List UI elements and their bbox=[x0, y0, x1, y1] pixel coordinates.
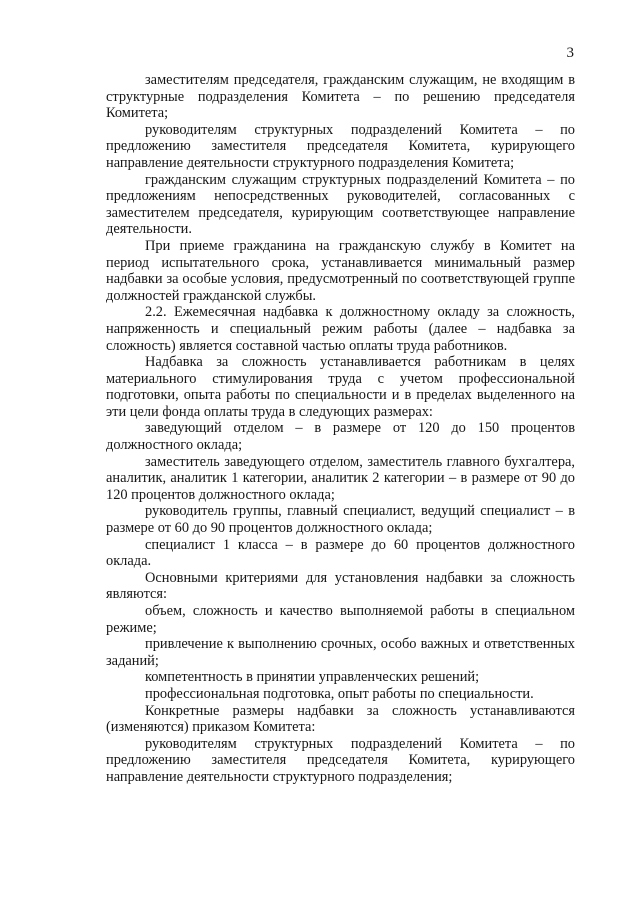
paragraph: руководителям структурных подразделений Комитета – по предложению заместителя председателя Комитета, курирующего направление деятельности структурного подразделения Комитета; bbox=[106, 121, 575, 171]
page-number: 3 bbox=[566, 45, 574, 61]
paragraph: объем, сложность и качество выполняемой работы в специальном режиме; bbox=[106, 603, 575, 636]
paragraph: руководитель группы, главный специалист, ведущий специалист – в размере от 60 до 90 процентов должностного оклада; bbox=[106, 503, 575, 537]
paragraph: компетентность в принятии управленческих решений; bbox=[145, 669, 480, 686]
document-body bbox=[106, 72, 575, 786]
paragraph: заместитель заведующего отделом, заместитель главного бухгалтера, аналитик, аналитик 1 категории, аналитик 2 категории – в размере от 90 до 120 процентов должностного оклада; bbox=[106, 453, 575, 503]
paragraph: заведующий отделом – в размере от 120 до 150 процентов должностного оклада; bbox=[106, 420, 575, 454]
paragraph: 2.2. Ежемесячная надбавка к должностному окладу за сложность, напряженность и специальный режим работы (далее – надбавка за сложность) является составной частью оплаты труда работников. bbox=[106, 304, 575, 354]
paragraph: руководителям структурных подразделений Комитета – по предложению заместителя председателя Комитета, курирующего направление деятельности структурного подразделения; bbox=[106, 735, 575, 785]
paragraph: гражданским служащим структурных подразделений Комитета – по предложениям непосредственных руководителей, согласованных с заместителем председателя, курирующим соответствующее направление деятельности. bbox=[106, 171, 575, 238]
paragraph: специалист 1 класса – в размере до 60 процентов должностного оклада. bbox=[106, 536, 575, 570]
paragraph: При приеме гражданина на гражданскую службу в Комитет на период испытательного срока, устанавливается минимальный размер надбавки за особые условия, предусмотренный по соответствующей группе должностей гражданской службы. bbox=[106, 237, 575, 304]
paragraph: заместителям председателя, гражданским служащим, не входящим в структурные подразделения Комитета – по решению председателя Комитета; bbox=[106, 72, 575, 122]
paragraph: профессиональная подготовка, опыт работы по специальности. bbox=[145, 685, 534, 702]
paragraph: Конкретные размеры надбавки за сложность устанавливаются (изменяются) приказом Комитета: bbox=[106, 702, 575, 736]
paragraph: Надбавка за сложность устанавливается работникам в целях материального стимулирования труда с учетом профессиональной подготовки, опыта работы по специальности и в пределах выделенного на эти цели фонда оплаты труда в следующих размерах: bbox=[106, 354, 575, 420]
paragraph: Основными критериями для установления надбавки за сложность являются: bbox=[106, 569, 575, 603]
paragraph: привлечение к выполнению срочных, особо важных и ответственных заданий; bbox=[106, 636, 575, 669]
